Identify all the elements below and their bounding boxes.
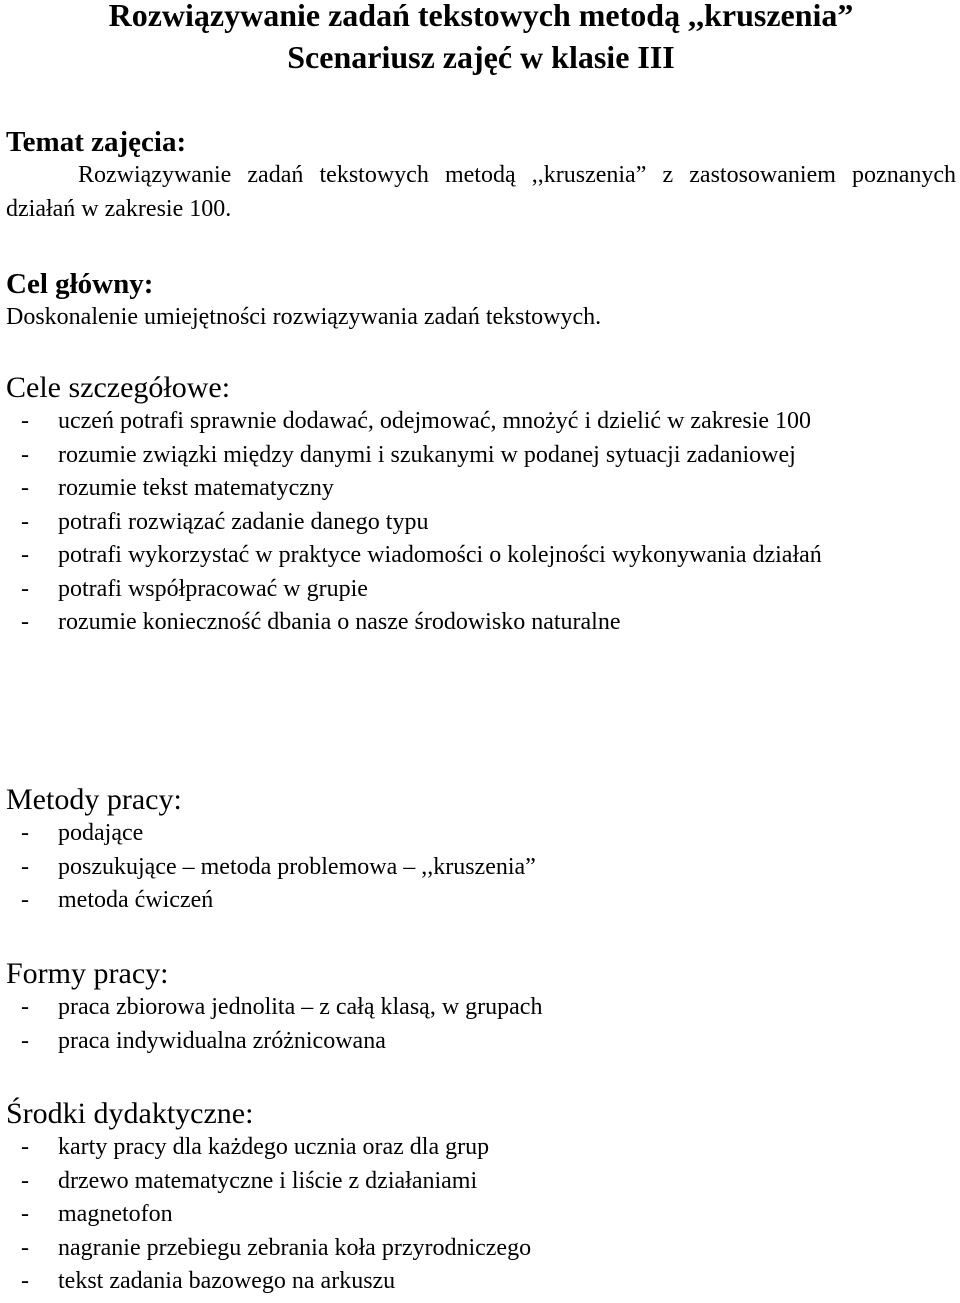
dash-bullet: - [21, 853, 29, 880]
dash-bullet: - [21, 1134, 29, 1160]
list-item: - tekst zadania bazowego na arkuszu [6, 1265, 956, 1299]
dash-bullet: - [21, 542, 29, 568]
list-item: - praca zbiorowa jednolita – z całą klasą, w grupach [6, 991, 956, 1025]
list-item: - praca indywidualna zróżnicowana [6, 1025, 956, 1059]
heading-cel-glowny: Cel główny: [6, 268, 154, 300]
section-cel-glowny [6, 267, 956, 335]
list-item: - metoda ćwiczeń [6, 884, 956, 918]
formy-pracy-list [6, 991, 956, 1058]
heading-formy-pracy: Formy pracy: [6, 957, 169, 990]
dash-bullet: - [21, 1201, 29, 1227]
list-item: - rozumie tekst matematyczny [6, 472, 956, 506]
section-formy-pracy [6, 957, 956, 1058]
list-item: - potrafi rozwiązać zadanie danego typu [6, 506, 956, 540]
dash-bullet: - [21, 1027, 29, 1054]
dash-bullet: - [21, 820, 29, 846]
cel-glowny-text: Doskonalenie umiejętności rozwiązywania zadań tekstowych. [6, 304, 602, 330]
section-srodki-dydaktyczne [6, 1097, 956, 1299]
dash-bullet: - [21, 609, 29, 635]
list-item: - magnetofon [6, 1198, 956, 1232]
dash-bullet: - [21, 441, 29, 468]
list-item: - rozumie konieczność dbania o nasze środowisko naturalne [6, 606, 956, 640]
heading-temat: Temat zajęcia: [6, 126, 187, 158]
title-line-1: Rozwiązywanie zadań tekstowych metodą ,,kruszenia” [108, 0, 854, 33]
temat-text: Rozwiązywanie zadań tekstowych metodą ,,kruszenia” z zastosowaniem poznanych działań w zakresie 100. [6, 162, 956, 222]
list-item: - poszukujące – metoda problemowa – ,,kruszenia” [6, 851, 956, 885]
dash-bullet: - [21, 1167, 29, 1194]
dash-bullet: - [21, 475, 29, 501]
dash-bullet: - [21, 508, 29, 535]
dash-bullet: - [21, 887, 29, 913]
list-item: - drzewo matematyczne i liście z działaniami [6, 1165, 956, 1199]
list-item: - rozumie związki między danymi i szukanymi w podanej sytuacji zadaniowej [6, 439, 956, 473]
section-temat [6, 125, 956, 226]
list-item: - nagranie przebiegu zebrania koła przyrodniczego [6, 1232, 956, 1266]
list-item: - uczeń potrafi sprawnie dodawać, odejmować, mnożyć i dzielić w zakresie 100 [6, 405, 956, 439]
heading-metody-pracy: Metody pracy: [6, 783, 182, 816]
dash-bullet: - [21, 408, 29, 434]
dash-bullet: - [21, 994, 29, 1020]
heading-srodki-dydaktyczne: Środki dydaktyczne: [6, 1097, 254, 1130]
document-title [6, 0, 956, 78]
title-line-2: Scenariusz zajęć w klasie III [287, 39, 675, 75]
metody-pracy-list [6, 817, 956, 918]
srodki-dydaktyczne-list [6, 1131, 956, 1299]
list-item: - podające [6, 817, 956, 851]
list-item: - karty pracy dla każdego ucznia oraz dla grup [6, 1131, 956, 1165]
dash-bullet: - [21, 1234, 29, 1261]
dash-bullet: - [21, 1268, 29, 1294]
list-item: - potrafi współpracować w grupie [6, 573, 956, 607]
section-cele-szczegolowe [6, 371, 956, 640]
heading-cele-szczegolowe: Cele szczegółowe: [6, 371, 231, 404]
dash-bullet: - [21, 575, 29, 602]
list-item: - potrafi wykorzystać w praktyce wiadomości o kolejności wykonywania działań [6, 539, 956, 573]
section-metody-pracy [6, 783, 956, 918]
cele-szczegolowe-list [6, 405, 956, 640]
